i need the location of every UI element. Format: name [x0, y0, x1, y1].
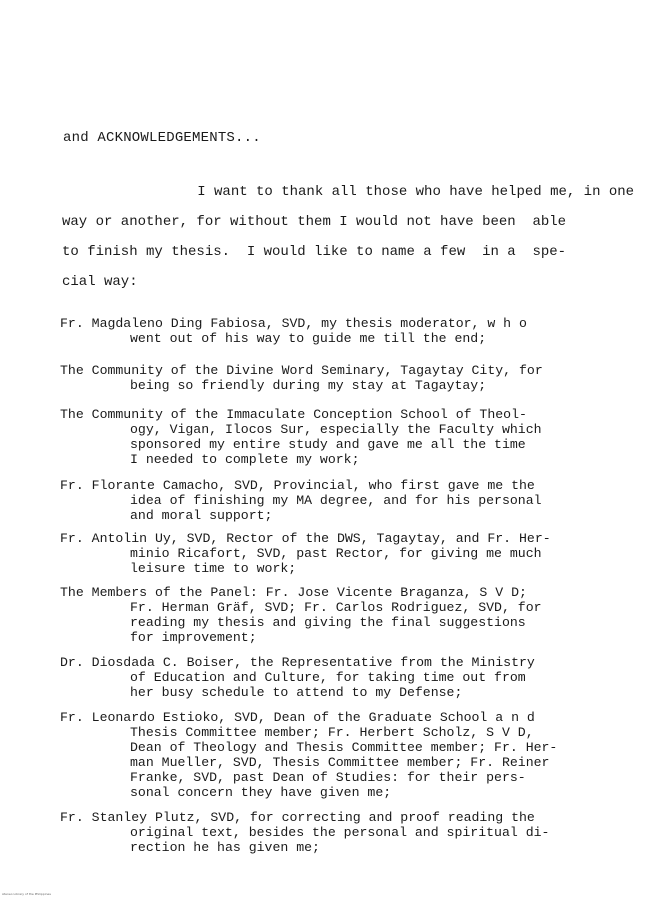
intro-line: to finish my thesis. I would like to name a few in a spe- — [62, 244, 567, 260]
entry-line: sonal concern they have given me; — [130, 785, 392, 800]
entry-line: and moral support; — [130, 508, 273, 523]
entry-line: minio Ricafort, SVD, past Rector, for giving me much — [130, 546, 542, 561]
entry-line: rection he has given me; — [130, 840, 320, 855]
entry-line: Dean of Theology and Thesis Committee member; Fr. Her- — [130, 740, 558, 755]
entry-line: of Education and Culture, for taking time out from — [130, 670, 526, 685]
entry-line: Franke, SVD, past Dean of Studies: for their pers- — [130, 770, 526, 785]
intro-line: way or another, for without them I would not have been able — [62, 214, 567, 230]
entry-line: Fr. Antolin Uy, SVD, Rector of the DWS, Tagaytay, and Fr. Her- — [60, 531, 551, 546]
entry-line: The Community of the Divine Word Seminary, Tagaytay City, for — [60, 363, 543, 378]
entry-line: being so friendly during my stay at Tagaytay; — [130, 378, 487, 393]
entry-line: went out of his way to guide me till the end; — [130, 331, 487, 346]
entry-line: I needed to complete my work; — [130, 452, 360, 467]
entry-line: for improvement; — [130, 630, 257, 645]
entry-line: The Members of the Panel: Fr. Jose Vicente Braganza, S V D; — [60, 585, 527, 600]
entry-line: The Community of the Immaculate Conception School of Theol- — [60, 407, 527, 422]
entry-line: Fr. Leonardo Estioko, SVD, Dean of the Graduate School a n d — [60, 710, 535, 725]
archive-footer-mark: Ateneo Library of the Philippines — [2, 892, 51, 896]
entry-line: reading my thesis and giving the final suggestions — [130, 615, 526, 630]
entry-line: man Mueller, SVD, Thesis Committee member; Fr. Reiner — [130, 755, 550, 770]
intro-line: I want to thank all those who have helped me, in one — [130, 184, 635, 200]
entry-line: her busy schedule to attend to my Defense; — [130, 685, 463, 700]
entry-line: idea of finishing my MA degree, and for his personal — [130, 493, 542, 508]
entry-line: Fr. Magdaleno Ding Fabiosa, SVD, my thesis moderator, w h o — [60, 316, 527, 331]
entry-line: sponsored my entire study and gave me all the time — [130, 437, 526, 452]
entry-line: leisure time to work; — [130, 561, 297, 576]
entry-line: Fr. Herman Gräf, SVD; Fr. Carlos Rodriguez, SVD, for — [130, 600, 542, 615]
entry-line: Thesis Committee member; Fr. Herbert Scholz, S V D, — [130, 725, 534, 740]
entry-line: original text, besides the personal and spiritual di- — [130, 825, 550, 840]
page-heading: and ACKNOWLEDGEMENTS... — [63, 130, 261, 146]
intro-line: cial way: — [62, 274, 138, 290]
entry-line: Fr. Florante Camacho, SVD, Provincial, who first gave me the — [60, 478, 535, 493]
entry-line: ogy, Vigan, Ilocos Sur, especially the Faculty which — [130, 422, 542, 437]
entry-line: Dr. Diosdada C. Boiser, the Representative from the Ministry — [60, 655, 535, 670]
entry-line: Fr. Stanley Plutz, SVD, for correcting and proof reading the — [60, 810, 535, 825]
